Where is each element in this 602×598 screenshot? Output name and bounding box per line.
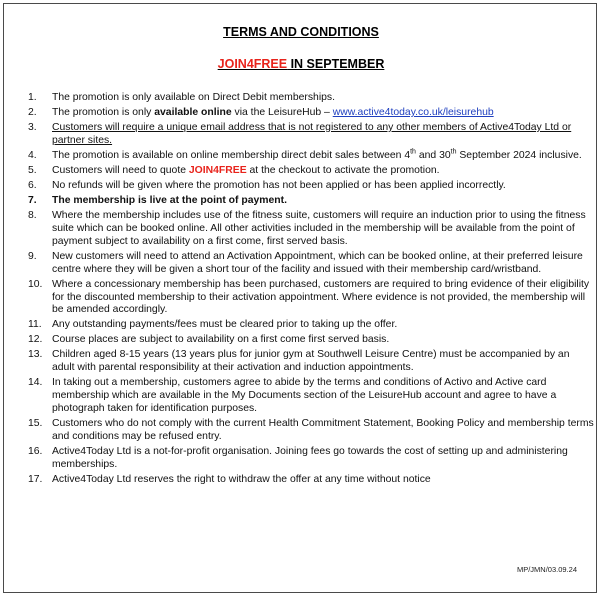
item-text: Any outstanding payments/fees must be cleared prior to taking up the offer. [52, 319, 398, 331]
item-text: The promotion is available on online membership direct debit sales between 4 [52, 149, 411, 161]
list-item [28, 165, 594, 178]
item-text: The promotion is only available on Direct Debit memberships. [52, 92, 335, 103]
subtitle-text: IN SEPTEMBER [287, 57, 385, 71]
item-text: New customers will need to attend an Activation Appointment, which can be booked online, at their preferred leisure centre where they will be given a short tour of the facility and issued with their membership card/wristband. [52, 250, 583, 275]
item-number: 12. [28, 334, 43, 346]
list-item [28, 377, 594, 416]
ordinal-suffix: th [450, 148, 457, 156]
page-subtitle [0, 57, 602, 71]
item-number: 14. [28, 377, 43, 389]
item-text: No refunds will be given where the promotion has not been applied or has been applied incorrectly. [52, 179, 506, 191]
terms-list [28, 92, 594, 489]
list-item [28, 279, 594, 318]
item-number: 7. [28, 194, 37, 206]
item-number: 6. [28, 179, 37, 191]
list-item [28, 195, 594, 208]
item-number: 15. [28, 418, 43, 430]
item-text: Customers will require a unique email address that is not registered to any other members of Active4Today Ltd or partner sites. [52, 122, 572, 146]
list-item [28, 122, 594, 148]
list-item [28, 334, 594, 347]
list-item [28, 474, 594, 487]
item-text: via the LeisureHub – [231, 107, 333, 118]
list-item [28, 210, 594, 249]
leisurehub-link[interactable]: www.active4today.co.uk/leisurehub [332, 107, 494, 118]
item-number: 16. [28, 446, 43, 458]
item-text: Children aged 8-15 years (13 years plus for junior gym at Southwell Leisure Centre) must be accompanied by an adult with parental responsibility at their activation and induction appointments. [52, 349, 570, 374]
list-item [28, 446, 594, 472]
item-text: Customers will need to quote [52, 164, 189, 176]
item-number: 9. [28, 250, 37, 262]
item-text: and 30 [415, 149, 451, 161]
ordinal-suffix: th [410, 148, 416, 156]
item-text: Course places are subject to availability on a first come first served basis. [52, 334, 390, 346]
item-bold-text: available online [154, 107, 232, 118]
item-text: The promotion is only [52, 107, 155, 118]
item-number: 1. [28, 92, 37, 103]
list-item [28, 107, 594, 120]
list-item [28, 180, 594, 193]
list-item [28, 418, 594, 444]
list-item [28, 319, 594, 332]
page-title: TERMS AND CONDITIONS [223, 25, 379, 39]
item-number: 4. [28, 149, 37, 161]
item-text: The membership is live at the point of payment. [52, 194, 287, 206]
item-text: In taking out a membership, customers agree to abide by the terms and conditions of Activo and Active card membership which are available in the My Documents section of the LeisureHub account and agree to have a photograph taken for identification purposes. [52, 377, 557, 415]
promo-code: JOIN4FREE [217, 57, 288, 71]
item-text: Active4Today Ltd is a not-for-profit organisation. Joining fees go towards the cost of setting up and administering memberships. [52, 446, 568, 470]
list-item [28, 92, 594, 105]
list-item [28, 251, 594, 277]
item-number: 10. [28, 278, 43, 290]
item-number: 13. [28, 349, 43, 361]
document-reference: MP/JMN/03.09.24 [516, 565, 577, 574]
item-text: at the checkout to activate the promotion. [246, 164, 440, 176]
item-number: 8. [28, 209, 37, 221]
item-text: Where the membership includes use of the fitness suite, customers will require an induction prior to using the fitness suite which can be booked online. All other activities included in the membership will be available from the point of payment subject to availability on a first come, first served basis. [52, 209, 586, 247]
promo-code-inline: JOIN4FREE [188, 164, 247, 176]
item-text: Customers who do not comply with the current Health Commitment Statement, Booking Policy and membership terms and conditions may be refused entry. [52, 418, 594, 443]
list-item [28, 349, 594, 375]
item-number: 2. [28, 107, 37, 118]
item-text: Where a concessionary membership has been purchased, customers are required to bring evidence of their eligibility for the discounted membership to their activation appointment. Where evidence is not provided, the membership will be amended accordingly. [52, 278, 590, 316]
item-number: 11. [28, 319, 42, 331]
item-number: 3. [28, 122, 37, 133]
item-text: September 2024 inclusive. [456, 149, 582, 161]
item-number: 17. [28, 473, 43, 485]
list-item [28, 150, 594, 163]
item-text: Active4Today Ltd reserves the right to withdraw the offer at any time without notice [52, 473, 431, 485]
item-number: 5. [28, 164, 37, 176]
